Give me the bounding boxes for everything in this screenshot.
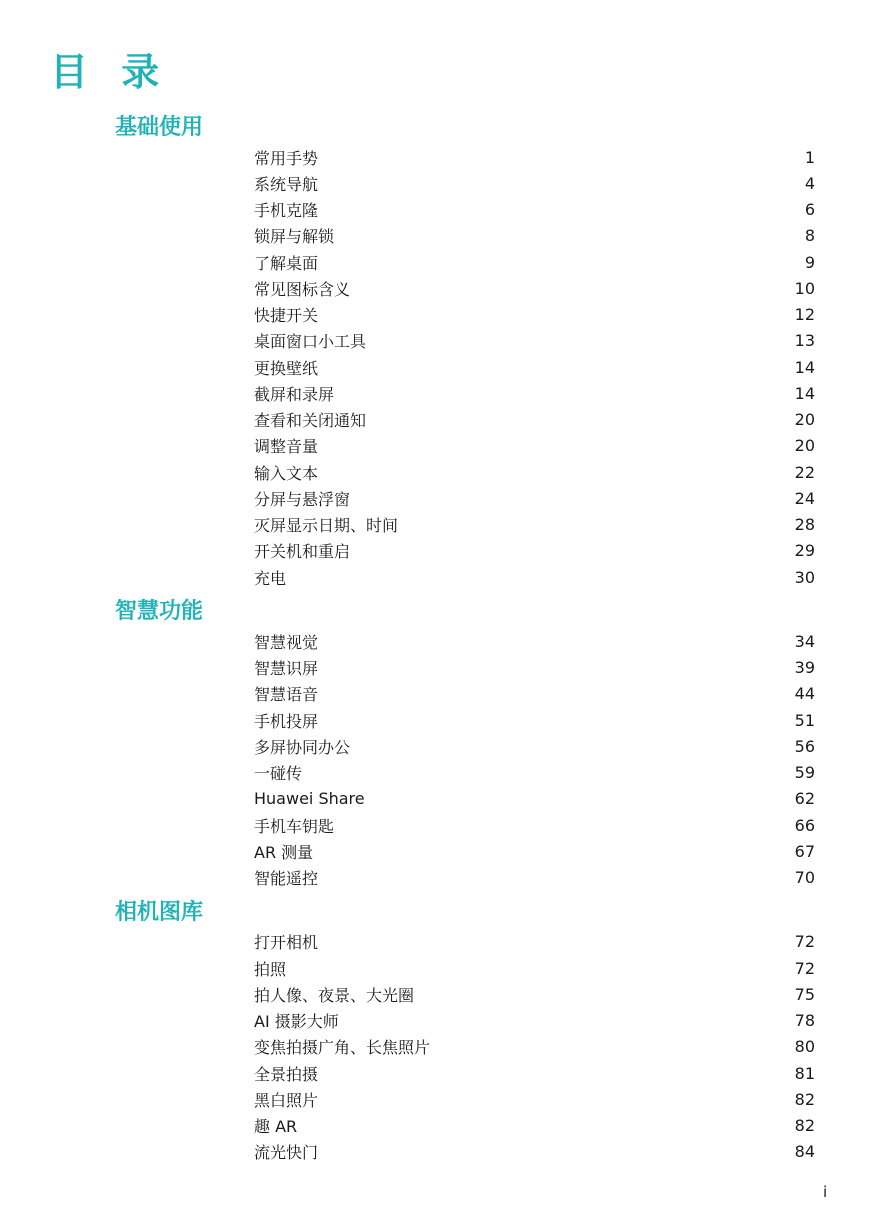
toc-entry-list xyxy=(0,144,869,590)
toc-entry-title: 快捷开关 xyxy=(254,306,319,326)
toc-entry-title: 智慧视觉 xyxy=(254,632,319,652)
toc-entry-title: Huawei Share xyxy=(254,789,365,809)
toc-entry-page-number: 9 xyxy=(804,252,815,272)
toc-entry[interactable] xyxy=(254,707,815,733)
toc-entry-page-number: 56 xyxy=(794,736,815,756)
toc-entry-page-number: 72 xyxy=(794,932,815,952)
toc-entry-page-number: 34 xyxy=(794,631,815,651)
page-title: 目 录 xyxy=(50,50,170,94)
toc-section xyxy=(0,897,869,1165)
toc-entry-title: 智能遥控 xyxy=(254,869,319,889)
toc-entry-title: 黑白照片 xyxy=(254,1090,319,1110)
toc-entry[interactable] xyxy=(254,275,815,301)
toc-entry-title: 常用手势 xyxy=(254,148,319,168)
toc-entry-page-number: 22 xyxy=(794,462,815,482)
toc-entry[interactable] xyxy=(254,786,815,812)
section-heading: 智慧功能 xyxy=(115,599,204,625)
toc-entry-title: 全景拍摄 xyxy=(254,1064,319,1084)
toc-entry[interactable] xyxy=(254,838,815,864)
toc-section xyxy=(0,596,869,897)
toc-entry-title: 智慧语音 xyxy=(254,685,319,705)
toc-entry-title: 系统导航 xyxy=(254,174,319,194)
toc-entry-page-number: 20 xyxy=(794,410,815,430)
toc-entry-page-number: 30 xyxy=(794,567,815,587)
toc-entry[interactable] xyxy=(254,929,815,955)
toc-entry-page-number: 70 xyxy=(794,868,815,888)
toc-entry-title: 常见图标含义 xyxy=(254,279,351,299)
toc-entry-title: AR 测量 xyxy=(254,842,314,862)
toc-entry[interactable] xyxy=(254,485,815,511)
toc-entry-title: 更换壁纸 xyxy=(254,358,319,378)
toc-entry-page-number: 81 xyxy=(794,1063,815,1083)
toc-entry[interactable] xyxy=(254,433,815,459)
toc-entry-list xyxy=(0,929,869,1165)
toc-entry-title: 手机车钥匙 xyxy=(254,816,335,836)
toc-entry-title: 分屏与悬浮窗 xyxy=(254,489,351,509)
toc-entry-page-number: 13 xyxy=(794,331,815,351)
section-heading: 基础使用 xyxy=(115,115,204,140)
toc-entry-page-number: 29 xyxy=(794,541,815,561)
toc-entry-list xyxy=(0,628,869,891)
toc-entry-page-number: 1 xyxy=(804,147,815,167)
toc-entry-page-number: 67 xyxy=(794,841,815,861)
toc-entry-page-number: 82 xyxy=(794,1089,815,1109)
toc-entry-title: 充电 xyxy=(254,568,287,588)
toc-entry-title: 了解桌面 xyxy=(254,253,319,273)
toc-entry-title: 截屏和录屏 xyxy=(254,384,335,404)
toc-entry-page-number: 66 xyxy=(794,815,815,835)
toc-entry-page-number: 84 xyxy=(794,1142,815,1162)
toc-entry[interactable] xyxy=(254,354,815,380)
toc-entry[interactable] xyxy=(254,223,815,249)
toc-entry-title: 一碰传 xyxy=(254,764,303,784)
toc-entry-page-number: 59 xyxy=(794,763,815,783)
toc-entry[interactable] xyxy=(254,328,815,354)
toc-entry[interactable] xyxy=(254,981,815,1007)
toc-entry[interactable] xyxy=(254,512,815,538)
footer-page-number: i xyxy=(823,1183,828,1201)
toc-entry-page-number: 62 xyxy=(794,789,815,809)
toc-entry-title: 趣 AR xyxy=(254,1117,298,1137)
toc-entry-title: 多屏协同办公 xyxy=(254,737,351,757)
toc-entry-title: 查看和关闭通知 xyxy=(254,411,367,431)
toc-entry-page-number: 10 xyxy=(794,278,815,298)
section-heading: 相机图库 xyxy=(115,899,204,925)
toc-entry[interactable] xyxy=(254,249,815,275)
toc-entry-title: 变焦拍摄广角、长焦照片 xyxy=(254,1038,431,1058)
toc-entry[interactable] xyxy=(254,955,815,981)
toc-entry-page-number: 24 xyxy=(794,488,815,508)
toc-entry-page-number: 39 xyxy=(794,658,815,678)
toc-entry[interactable] xyxy=(254,1060,815,1086)
toc-entry[interactable] xyxy=(254,302,815,328)
toc-entry-page-number: 80 xyxy=(794,1037,815,1057)
toc-entry[interactable] xyxy=(254,1008,815,1034)
toc-entry-title: 输入文本 xyxy=(254,463,319,483)
toc-entry-page-number: 14 xyxy=(794,357,815,377)
toc-section xyxy=(0,112,869,596)
toc-entry-title: AI 摄影大师 xyxy=(254,1012,339,1032)
toc-entry[interactable] xyxy=(254,564,815,590)
toc-entry-title: 手机克隆 xyxy=(254,201,319,221)
toc-entry-page-number: 8 xyxy=(804,226,815,246)
toc-entry-title: 拍人像、夜景、大光圈 xyxy=(254,985,415,1005)
toc-entry-page-number: 28 xyxy=(794,515,815,535)
toc-entry-page-number: 44 xyxy=(794,684,815,704)
toc-entry-title: 手机投屏 xyxy=(254,711,319,731)
toc-entry[interactable] xyxy=(254,1139,815,1165)
toc-entry[interactable] xyxy=(254,1086,815,1112)
toc-entry[interactable] xyxy=(254,760,815,786)
toc-entry-page-number: 78 xyxy=(794,1011,815,1031)
toc-entry-title: 开关机和重启 xyxy=(254,542,351,562)
toc-entry-title: 灭屏显示日期、时间 xyxy=(254,516,399,536)
toc-entry-title: 调整音量 xyxy=(254,437,319,457)
toc-entry[interactable] xyxy=(254,655,815,681)
toc-entry[interactable] xyxy=(254,1113,815,1139)
toc-entry-title: 流光快门 xyxy=(254,1143,319,1163)
toc-entry-title: 拍照 xyxy=(254,959,287,979)
toc-entry-page-number: 20 xyxy=(794,436,815,456)
toc-entry[interactable] xyxy=(254,380,815,406)
toc-entry[interactable] xyxy=(254,538,815,564)
toc-entry-page-number: 14 xyxy=(794,383,815,403)
toc-entry[interactable] xyxy=(254,197,815,223)
toc-entry[interactable] xyxy=(254,170,815,196)
toc-entry[interactable] xyxy=(254,628,815,654)
toc-entry-page-number: 82 xyxy=(794,1116,815,1136)
toc-entry-page-number: 12 xyxy=(794,305,815,325)
toc-entry[interactable] xyxy=(254,459,815,485)
toc-entry-page-number: 6 xyxy=(804,200,815,220)
toc-entry-title: 桌面窗口小工具 xyxy=(254,332,367,352)
toc-entry-title: 智慧识屏 xyxy=(254,659,319,679)
toc-entry[interactable] xyxy=(254,812,815,838)
toc-entry-page-number: 72 xyxy=(794,958,815,978)
toc-entry[interactable] xyxy=(254,733,815,759)
toc-entry[interactable] xyxy=(254,1034,815,1060)
toc-entry[interactable] xyxy=(254,681,815,707)
toc-entry-page-number: 51 xyxy=(794,710,815,730)
toc-entry-title: 打开相机 xyxy=(254,933,319,953)
toc-entry-page-number: 75 xyxy=(794,984,815,1004)
toc-entry-page-number: 4 xyxy=(804,173,815,193)
toc-entry-title: 锁屏与解锁 xyxy=(254,227,335,247)
toc-entry[interactable] xyxy=(254,407,815,433)
table-of-contents xyxy=(0,112,869,1165)
toc-entry[interactable] xyxy=(254,865,815,891)
toc-entry[interactable] xyxy=(254,144,815,170)
